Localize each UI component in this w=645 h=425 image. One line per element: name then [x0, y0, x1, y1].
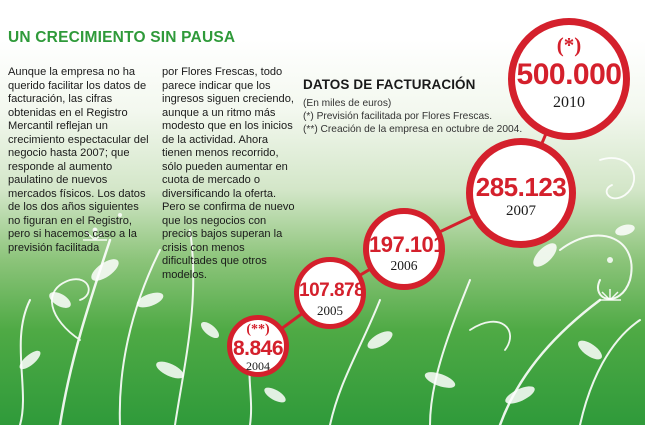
revenue-year: 2010	[553, 94, 585, 111]
founding-marker: (**)	[246, 322, 270, 337]
article-column-1: Aunque la empresa no ha querido facilitar los datos de facturación, las cifras obtenidas en el Registro Mercantil reflejan un crecimiento espectacular del negocio hasta 2007; que responde al aumento paulatino de nuevos mercados físicos. Los datos de los dos años siguientes no figuran en el Registro, pero si hacemos caso a la previsión facilitada	[8, 66, 149, 254]
revenue-year: 2006	[390, 258, 418, 273]
revenue-bubble-2007	[466, 138, 576, 248]
forecast-marker: (*)	[556, 33, 582, 57]
legend-forecast-note: (*) Previsión facilitada por Flores Frescas.	[303, 111, 493, 122]
revenue-bubble-2004	[227, 315, 289, 377]
legend-founding-note: (**) Creación de la empresa en octubre de 2004.	[303, 124, 523, 135]
legend-title: DATOS DE FACTURACIÓN	[303, 77, 476, 92]
legend-unit-note: (En miles de euros)	[303, 98, 392, 109]
revenue-value: 285.123	[475, 172, 567, 202]
revenue-year: 2005	[317, 303, 343, 318]
revenue-year: 2007	[506, 203, 536, 219]
headline: UN CRECIMIENTO SIN PAUSA	[8, 29, 236, 46]
revenue-value: 107.878	[299, 280, 365, 301]
revenue-year: 2004	[246, 359, 270, 373]
revenue-value: 8.846	[232, 337, 284, 360]
article-column-2: por Flores Frescas, todo parece indicar que los ingresos siguen creciendo, aunque a un ritmo más modesto que en los inicios de la actividad. Ahora tienen menos recorrido, sólo pueden aumentar en cuota de mercado o diversificando la oferta. Pero se confirma de nuevo que los negocios con precios bajos superan la crisis con menos dificultades que otros modelos.	[162, 66, 295, 281]
revenue-bubble-2006	[363, 208, 445, 290]
revenue-bubble-2005	[294, 257, 366, 329]
revenue-value: 500.000	[516, 58, 622, 91]
revenue-value: 197.101	[369, 232, 446, 257]
revenue-bubble-2010	[508, 18, 630, 140]
